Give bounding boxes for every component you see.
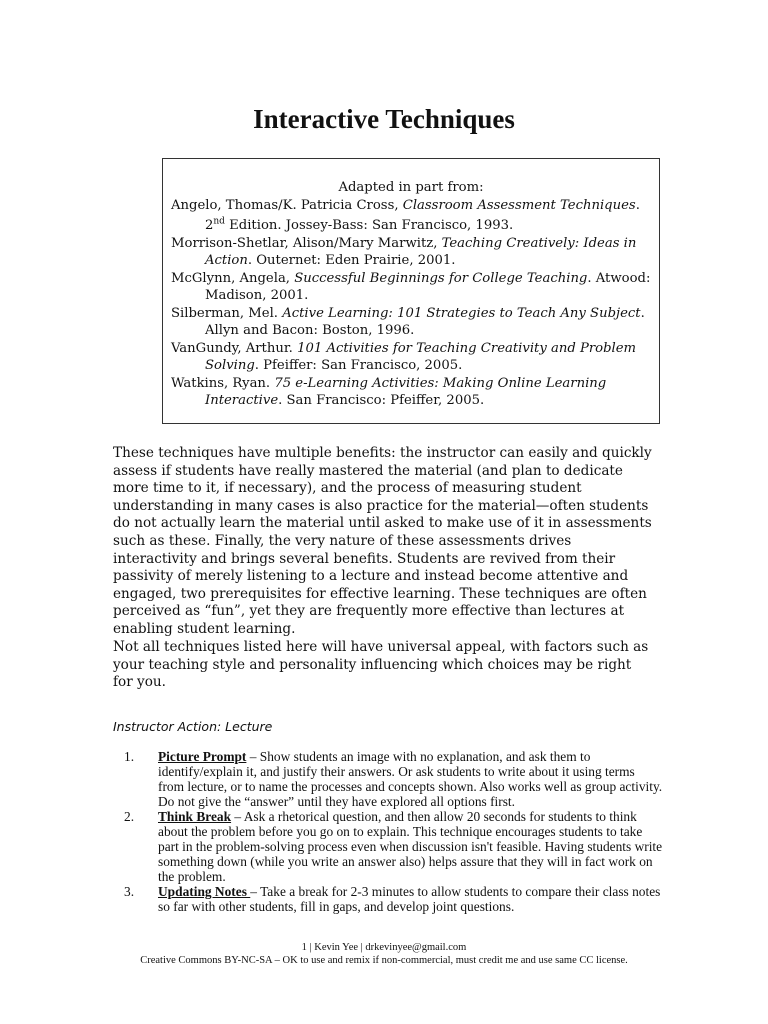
techniques-list: [124, 749, 664, 914]
list-item: [124, 884, 664, 914]
reference-item: VanGundy, Arthur. 101 Activities for Teaching Creativity and Problem Solving. Pfeiffer: San Francisco, 2005.: [171, 340, 637, 374]
references-box: [162, 158, 660, 424]
reference-item: Morrison-Shetlar, Alison/Mary Marwitz, Teaching Creatively: Ideas in Action. Outernet: Eden Prairie, 2001.: [171, 235, 637, 269]
list-item: [124, 749, 664, 809]
technique-description: – Show students an image with no explanation, and ask them to identify/explain it, and justify their answers. Or ask students to write about it using terms from lecture, or to name the processes and concepts shown. Also works well as group activity. Do not give the “answer” until they have explored all options first.: [158, 749, 663, 809]
footer-line: 1 | Kevin Yee | drkevinyee@gmail.com: [301, 942, 467, 953]
reference-item: Watkins, Ryan. 75 e-Learning Activities: Making Online Learning Interactive. San Francisco: Pfeiffer, 2005.: [171, 375, 607, 409]
references-heading: Adapted in part from:: [338, 180, 484, 195]
reference-post: . 2nd Edition. Jossey-Bass: San Francisco, 1993.: [205, 197, 640, 234]
item-number: 3.: [124, 884, 135, 899]
section-label: Instructor Action: Lecture: [113, 719, 273, 734]
reference-item: Angelo, Thomas/K. Patricia Cross, Classroom Assessment Techniques. 2nd Edition. Jossey-Bass: San Francisco, 1993.: [171, 197, 640, 234]
technique-name: Picture Prompt: [158, 749, 247, 764]
technique-description: – Take a break for 2-3 minutes to allow students to compare their class notes so far with other students, fill in gaps, and develop joint questions.: [158, 884, 661, 914]
technique-description: – Ask a rhetorical question, and then allow 20 seconds for students to think about the problem before you go on to explain. This technique encourages students to take part in the problem-solving process even when discussion isn't feasible. Having students write something down (while you write an answer also) helps assure that they will in fact work on the problem.: [158, 809, 663, 884]
item-number: 1.: [124, 749, 135, 764]
page-title: Interactive Techniques: [253, 104, 515, 134]
footer-license: Creative Commons BY-NC-SA – OK to use and remix if non-commercial, must credit me and use same CC license.: [140, 955, 628, 966]
technique-name: Think Break: [158, 809, 232, 824]
page-footer: [0, 941, 768, 967]
reference-item: Silberman, Mel. Active Learning: 101 Strategies to Teach Any Subject. Allyn and Bacon: Boston, 1996.: [171, 305, 645, 339]
list-item: [124, 809, 664, 884]
intro-paragraph: These techniques have multiple benefits: the instructor can easily and quickly assess if students have really mastered the material (and plan to dedicate more time to it, if necessary), and the process of measuring student understanding in many cases is also practice for the material—often students do not actually learn the material until asked to make use of it in assessments such as these. Finally, the very nature of these assessments drives interactivity and brings several benefits. Students are revived from their passivity of merely listening to a lecture and instead become attentive and engaged, two prerequisites for effective learning. These techniques are often perceived as “fun”, yet they are frequently more effective than lectures at enabling student learning.: [113, 445, 652, 637]
intro-paragraph: Not all techniques listed here will have universal appeal, with factors such as your teaching style and personality influencing which choices may be right for you.: [113, 639, 649, 691]
reference-item: McGlynn, Angela, Successful Beginnings for College Teaching. Atwood: Madison, 2001.: [171, 270, 651, 304]
technique-name: Updating Notes: [158, 884, 251, 899]
item-number: 2.: [124, 809, 135, 824]
